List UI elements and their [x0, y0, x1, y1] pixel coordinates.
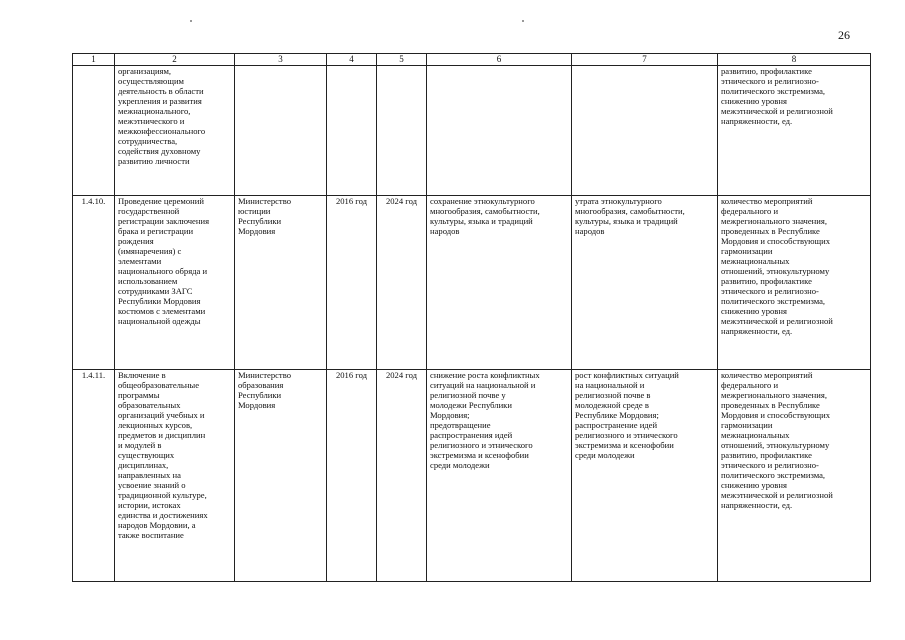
- page-number: 26: [838, 28, 850, 42]
- executor: Министерство образования Республики Мордовия: [235, 370, 327, 582]
- activity-name: Включение в общеобразовательные программы образовательных организаций учебных и лекционных курсов, предметов и дисциплин и модулей в существующих дисциплинах, направленных на усвоение знаний о традиционной культуре, истории, истоках единства и достижениях народов Мордовии, а также воспитание: [115, 370, 235, 582]
- column-number-row: [73, 54, 871, 66]
- table-row: [73, 66, 871, 196]
- column-header: 7: [572, 54, 718, 66]
- expected-result: снижение роста конфликтных ситуаций на национальной и религиозной почве у молодежи Республики Мордовия; предотвращение распространения идей религиозного и этнического экстремизма и ксенофобии среди молодежи: [427, 370, 572, 582]
- non-implementation-consequence: утрата этнокультурного многообразия, самобытности, культуры, языка и традиций народов: [572, 196, 718, 370]
- non-implementation-consequence: [572, 66, 718, 196]
- end-year: 2024 год: [377, 196, 427, 370]
- table-row: [73, 196, 871, 370]
- activity-name: организациям, осуществляющим деятельность в области укрепления и развития межнационального, межэтнического и межконфессионального сотрудничества, содействия духовному развитию личности: [115, 66, 235, 196]
- table-row: [73, 370, 871, 582]
- start-year: [327, 66, 377, 196]
- column-header: 5: [377, 54, 427, 66]
- expected-result: сохранение этнокультурного многообразия, самобытности, культуры, языка и традиций народов: [427, 196, 572, 370]
- column-header: 8: [718, 54, 871, 66]
- column-header: 3: [235, 54, 327, 66]
- indicator: развитию, профилактике этнического и религиозно- политического экстремизма, снижению уровня межэтнической и религиозной напряженности, ед.: [718, 66, 871, 196]
- start-year: 2016 год: [327, 370, 377, 582]
- column-header: 6: [427, 54, 572, 66]
- item-number: [73, 66, 115, 196]
- end-year: [377, 66, 427, 196]
- column-header: 4: [327, 54, 377, 66]
- indicator: количество мероприятий федерального и межрегионального значения, проведенных в Республике Мордовия и способствующих гармонизации межнациональных отношений, этнокультурному развитию, профилактике этнического и религиозно- политического экстремизма, снижению уровня межэтнической и религиозной напряженности, ед.: [718, 196, 871, 370]
- scan-speck: [522, 20, 524, 22]
- column-header: 1: [73, 54, 115, 66]
- end-year: 2024 год: [377, 370, 427, 582]
- expected-result: [427, 66, 572, 196]
- indicator: количество мероприятий федерального и межрегионального значения, проведенных в Республике Мордовия и способствующих гармонизации межнациональных отношений, этнокультурному развитию, профилактике этнического и религиозно- политического экстремизма, снижению уровня межэтнической и религиозной напряженности, ед.: [718, 370, 871, 582]
- non-implementation-consequence: рост конфликтных ситуаций на национальной и религиозной почве в молодежной среде в Республике Мордовия; распространение идей религиозного и этнического экстремизма и ксенофобии среди молодежи: [572, 370, 718, 582]
- executor: [235, 66, 327, 196]
- item-number: 1.4.10.: [73, 196, 115, 370]
- executor: Министерство юстиции Республики Мордовия: [235, 196, 327, 370]
- program-activities-table: [72, 53, 871, 582]
- activity-name: Проведение церемоний государственной регистрации заключения брака и регистрации рождения (имянаречения) с элементами национального обряда и использованием сотрудниками ЗАГС Республики Мордовия костюмов с элементами национальной одежды: [115, 196, 235, 370]
- scan-speck: [190, 20, 192, 22]
- item-number: 1.4.11.: [73, 370, 115, 582]
- start-year: 2016 год: [327, 196, 377, 370]
- column-header: 2: [115, 54, 235, 66]
